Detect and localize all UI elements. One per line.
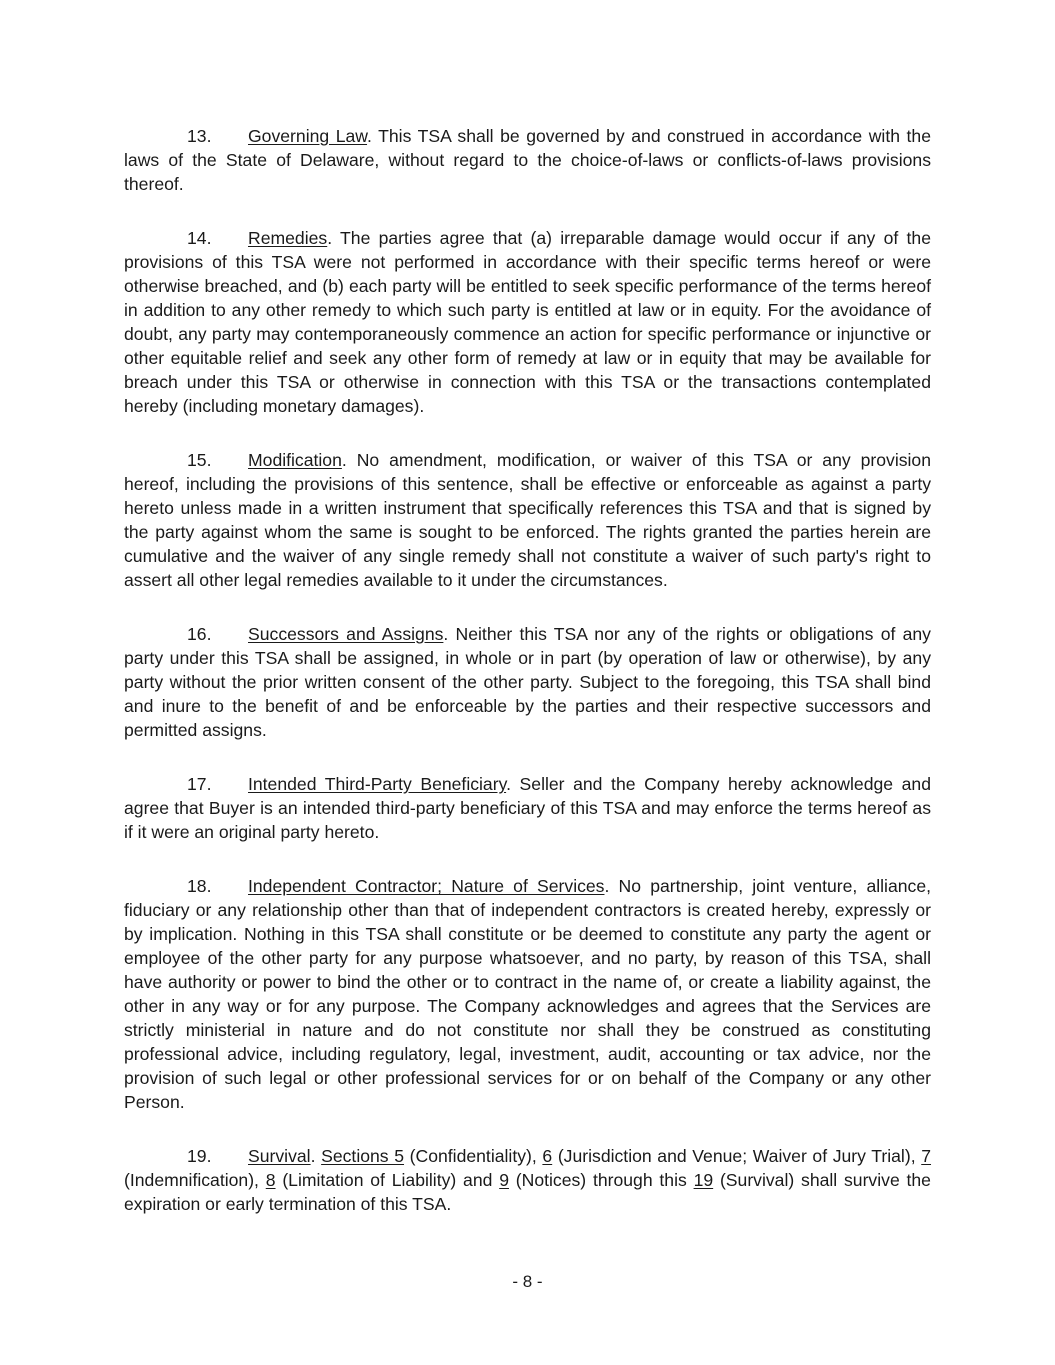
section-title: Remedies [248,228,328,248]
survival-text: (Notices) through this [508,1170,694,1190]
section-title: Independent Contractor; Nature of Services [248,876,605,896]
section-18 [124,874,931,1114]
section-title: Intended Third-Party Beneficiary [248,774,507,794]
document-page [124,124,931,1246]
section-number: 17. [187,774,212,794]
survival-text: (Jurisdiction and Venue; Waiver of Jury Trial), [552,1146,922,1166]
survival-text: . [310,1146,322,1166]
section-title: Successors and Assigns [248,624,444,644]
section-body: . Neither this TSA nor any of the rights or obligations of any party under this TSA shall be assigned, in whole or in part (by operation of law or otherwise), by any party without the prior written consent of the other party. Subject to the foregoing, this TSA shall bind and inure to the benefit of and be enforceable by the parties and their respective successors and permitted assigns. [124,624,931,740]
section-16 [124,622,931,742]
section-body: . Seller and the Company hereby acknowledge and agree that Buyer is an intended third-party beneficiary of this TSA and may enforce the terms hereof as if it were an original party hereto. [124,774,931,842]
cross-reference-7: 7 [921,1146,932,1166]
section-body: . The parties agree that (a) irreparable damage would occur if any of the provisions of this TSA were not performed in accordance with their specific terms hereof or were otherwise breached, and (b) each party will be entitled to seek specific performance of the terms hereof in addition to any other remedy to which such party is entitled at law or in equity. For the avoidance of doubt, any party may contemporaneously commence an action for specific performance or injunctive or other equitable relief and seek any other form of remedy at law or in equity that may be available for breach under this TSA or otherwise in connection with this TSA or the transactions contemplated hereby (including monetary damages). [124,228,931,416]
section-number: 18. [187,876,212,896]
section-title: Survival [248,1146,311,1166]
section-15 [124,448,931,592]
section-body: . This TSA shall be governed by and construed in accordance with the laws of the State of Delaware, without regard to the choice-of-laws or conflicts-of-laws provisions thereof. [124,126,932,194]
section-number: 15. [187,450,212,470]
section-number: 13. [187,126,212,146]
cross-reference-9: 9 [499,1170,509,1190]
section-title: Modification [248,450,342,470]
section-number: 14. [187,228,212,248]
page-number: - 8 - [512,1272,543,1291]
cross-reference-sections-5: Sections 5 [321,1146,405,1166]
section-body: . No partnership, joint venture, alliance, fiduciary or any relationship other than that of independent contractors is created hereby, expressly or by implication. Nothing in this TSA shall constitute or be deemed to constitute any party the agent or employee of the other party for any purpose whatsoever, and no party, by reason of this TSA, shall have authority or power to bind the other or to contract in the name of, or create a liability against, the other in any way or for any purpose. The Company acknowledges and agrees that the Services are strictly ministerial in nature and do not constitute nor shall they be construed as constituting professional advice, including regulatory, legal, investment, audit, accounting or tax advice, nor the provision of such legal or other professional services for or on behalf of the Company or any other Person. [124,876,932,1112]
cross-reference-6: 6 [542,1146,553,1166]
cross-reference-8: 8 [265,1170,276,1190]
section-19 [124,1144,931,1216]
survival-text: (Limitation of Liability) and [275,1170,500,1190]
section-17 [124,772,931,844]
section-number: 16. [187,624,212,644]
survival-text: (Confidentiality), [404,1146,543,1166]
survival-text: (Survival) shall survive the expiration or early termination of this TSA. [124,1170,931,1214]
section-number: 19. [187,1146,212,1166]
survival-text: (Indemnification), [124,1170,266,1190]
cross-reference-19: 19 [693,1170,714,1190]
section-14 [124,226,931,418]
section-body: . No amendment, modification, or waiver of this TSA or any provision hereof, including the provisions of this sentence, shall be effective or enforceable as against a party hereto unless made in a written instrument that specifically references this TSA and that is signed by the party against whom the same is sought to be enforced. The rights granted the parties herein are cumulative and the waiver of any single remedy shall not constitute a waiver of such party's right to assert all other legal remedies available to it under the circumstances. [124,450,931,590]
section-title: Governing Law [248,126,368,146]
section-13 [124,124,931,196]
